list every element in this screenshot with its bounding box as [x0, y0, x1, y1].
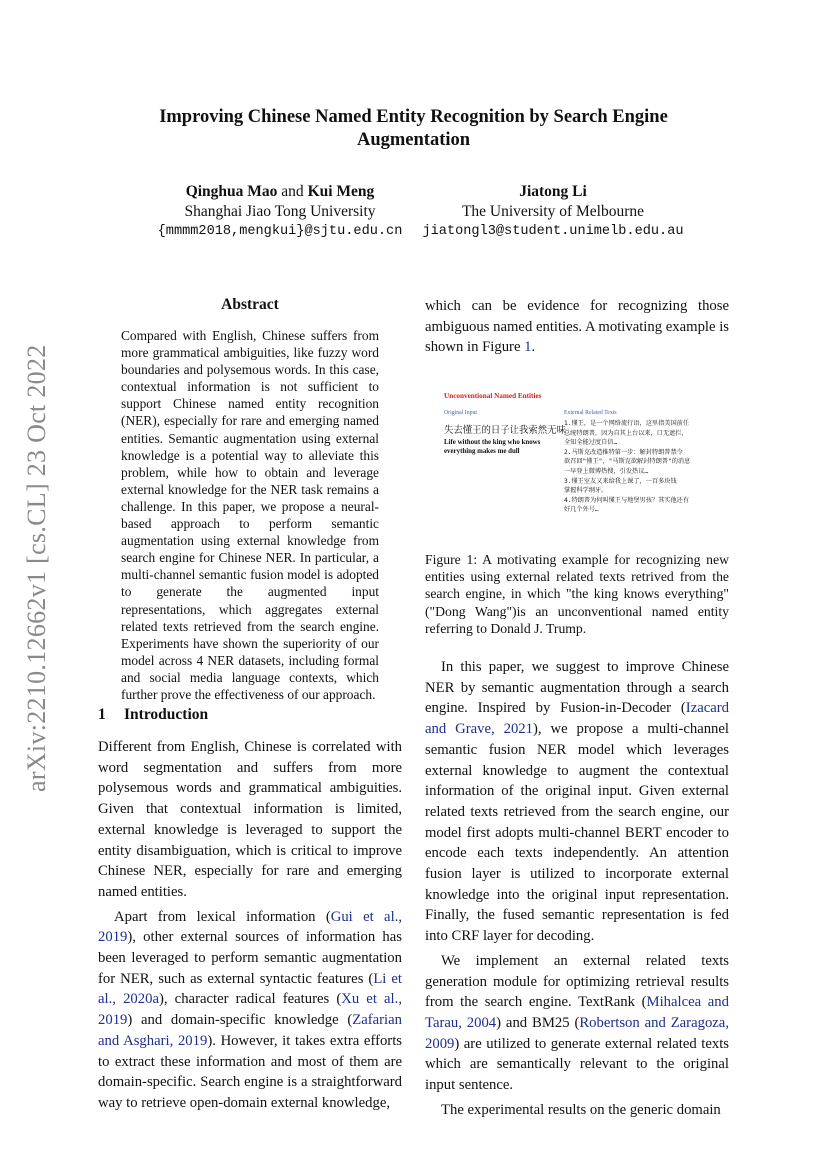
text-span: In this paper, we suggest to improve Chinese NER by semantic augmentation through a search engine. Inspired by Fusion-in-Decoder ( [425, 659, 729, 717]
author-block-left [150, 182, 410, 242]
citation-link[interactable]: Li et al., 2020a [98, 970, 402, 1008]
figure-external-line: 好几个外号… [564, 506, 599, 514]
citation-link[interactable]: Zafarian and Asghari, 2019 [98, 1012, 402, 1049]
figure-original-en [444, 438, 540, 456]
figure-original-zh: 失去懂王的日子让我索然无味 [444, 425, 566, 436]
author-and: and [281, 183, 304, 200]
text-span: We implement an external related texts generation module for optimizing retrieval results from the search engine. TextRank ( [425, 952, 729, 1011]
author-name-right: Jiatong Li [519, 183, 587, 200]
figure-external-line: 掌握科学纲牙。 [564, 487, 608, 495]
author-email-right: jiatongl3@student.unimelb.edu.au [422, 224, 684, 239]
paper-title [100, 106, 727, 152]
figure-external-texts [564, 419, 732, 515]
text-span: ). However, it takes extra efforts to extract these information and most of them are domain-specific. Search engine is a straightforward way to retrieve open-domain external knowledge, [98, 1032, 402, 1111]
text-span: Apart from lexical information ( [114, 908, 331, 925]
continuation-paragraph [425, 296, 729, 358]
figure-external-line: 总统特朗普，因为自其上台以来，口无遮拦， [564, 429, 688, 437]
citation-link[interactable]: Xu et al., 2019 [98, 991, 402, 1029]
figure-external-label: External Related Texts [564, 410, 617, 416]
citation-link[interactable]: Gui et al., 2019 [98, 908, 402, 946]
citation-link[interactable]: Mihalcea and Tarau, 2004 [425, 994, 729, 1031]
abstract-text: Compared with English, Chinese suffers from more grammatical ambiguities, like fuzzy word boundaries and polysemous words. In this case, contextual information is not sufficient to support Chinese named entity recognition (NER), especially for rare and emerging named entities. Semantic augmentation using external knowledge is a potential way to alleviate this problem, while how to obtain and leverage external knowledge for the NER task remains a challenge. In this paper, we propose a neural-based approach to perform semantic augmentation using external knowledge from search engine for Chinese NER. In particular, a multi-channel semantic fusion model is adopted to generate the augmented input representations, which aggregates external related texts retrieved from the search engine. Experiments have shown the superiority of our model across 4 NER datasets, including formal and social media language contexts, which further prove the effectiveness of our approach. [121, 328, 379, 702]
text-span: ) are utilized to generate external related texts which are semantically relevant to the original input sentence. [425, 1035, 729, 1094]
author-block-right [417, 182, 689, 242]
experimental-paragraph: The experimental results on the generic domain [441, 1101, 721, 1118]
text-span: ) and domain-specific knowledge ( [127, 1012, 353, 1029]
paper-title-line1: Improving Chinese Named Entity Recognition by Search Engine [159, 107, 668, 127]
figure-external-line: 2.马斯克改造推特第一步：解封特朗普禁令 [564, 448, 683, 456]
implement-paragraph [425, 951, 729, 1096]
author-email-left: {mmmm2018,mengkui}@sjtu.edu.cn [157, 224, 403, 239]
figure-original-en-line: Life without the king who knows [444, 439, 541, 446]
figure-original-en-line: everything makes me dull [444, 448, 520, 455]
figure-external-line: 欲召回"懂王"，"马斯克欲解封特朗普"的消息 [564, 458, 691, 466]
arxiv-stamp: arXiv:2210.12662v1 [cs.CL] 23 Oct 2022 [22, 344, 51, 792]
figure-external-line: 全知全能过度自信… [564, 439, 618, 447]
this-paper-paragraph [425, 657, 729, 947]
figure-title: Unconventional Named Entities [444, 392, 542, 400]
text-span: ), other external sources of information has been leveraged to perform semantic augmentation for NER, such as external syntactic features ( [98, 929, 402, 987]
abstract-heading: Abstract [221, 296, 279, 313]
left-column-body [98, 737, 402, 1114]
figure-external-line: 1.懂王，是一个网络流行语，这里指美国前任 [564, 420, 690, 427]
author-names-left [150, 182, 410, 202]
author-name: Kui Meng [307, 183, 375, 200]
figure-1-caption: Figure 1: A motivating example for recognizing new entities using external related texts retrived from the search engine, in which "the king knows everything"("Dong Wang")is an unconventional named entity referring to Donald J. Trump. [425, 552, 729, 636]
figure-external-line: 一早登上微博热搜，引发热议… [564, 467, 649, 475]
figure-external-line: 3.懂王室友又来给我上课了，一百多块钱 [564, 477, 677, 485]
author-name: Qinghua Mao [185, 183, 278, 200]
citation-link[interactable]: Izacard and Grave, 2021 [425, 700, 729, 738]
text-span: ), character radical features ( [158, 991, 342, 1008]
paper-title-line2: Augmentation [356, 130, 471, 150]
author-affiliation-left: Shanghai Jiao Tong University [184, 203, 376, 220]
author-affiliation-right: The University of Melbourne [461, 203, 645, 220]
intro-paragraph-1: Different from English, Chinese is correlated with word segmentation and suffers from more polysemous words and grammatical ambiguities. Given that contextual information is limited, external knowledge is leveraged to support the entity disambiguation, which is critical to improve Chinese NER, especially for rare and emerging named entities. [98, 739, 402, 900]
figure-external-line: 4.特朗普为何叫懂王与地堡男孩？其实他还有 [564, 496, 690, 504]
section-number: 1 [98, 706, 106, 723]
text-span: ) and BM25 ( [496, 1014, 580, 1031]
text-span: ), we propose a multi-channel semantic fusion NER model which leverages external knowledge to augment the contextual information of the original input. Given external related texts retrieved from the search engine, our model first adopts multi-channel BERT encoder to encode each texts independently. An attention fusion layer is utilized to incorporate external knowledge into the original input representation. Finally, the fused semantic representation is fed into CRF layer for decoding. [425, 721, 729, 945]
section-heading-introduction [98, 706, 208, 724]
intro-paragraph-2 [98, 907, 402, 1114]
section-title: Introduction [124, 706, 209, 723]
right-column-body [425, 657, 729, 1120]
figure-original-label: Original Input [444, 410, 478, 416]
text-span: . [531, 339, 536, 356]
right-column-top [425, 296, 729, 358]
figure-1 [438, 388, 732, 518]
text-span: which can be evidence for recognizing those ambiguous named entities. A motivating example is shown in Figure [425, 298, 729, 356]
citation-link[interactable]: Robertson and Zaragoza, 2009 [425, 1014, 729, 1052]
figure-ref-link[interactable]: 1 [524, 339, 532, 356]
